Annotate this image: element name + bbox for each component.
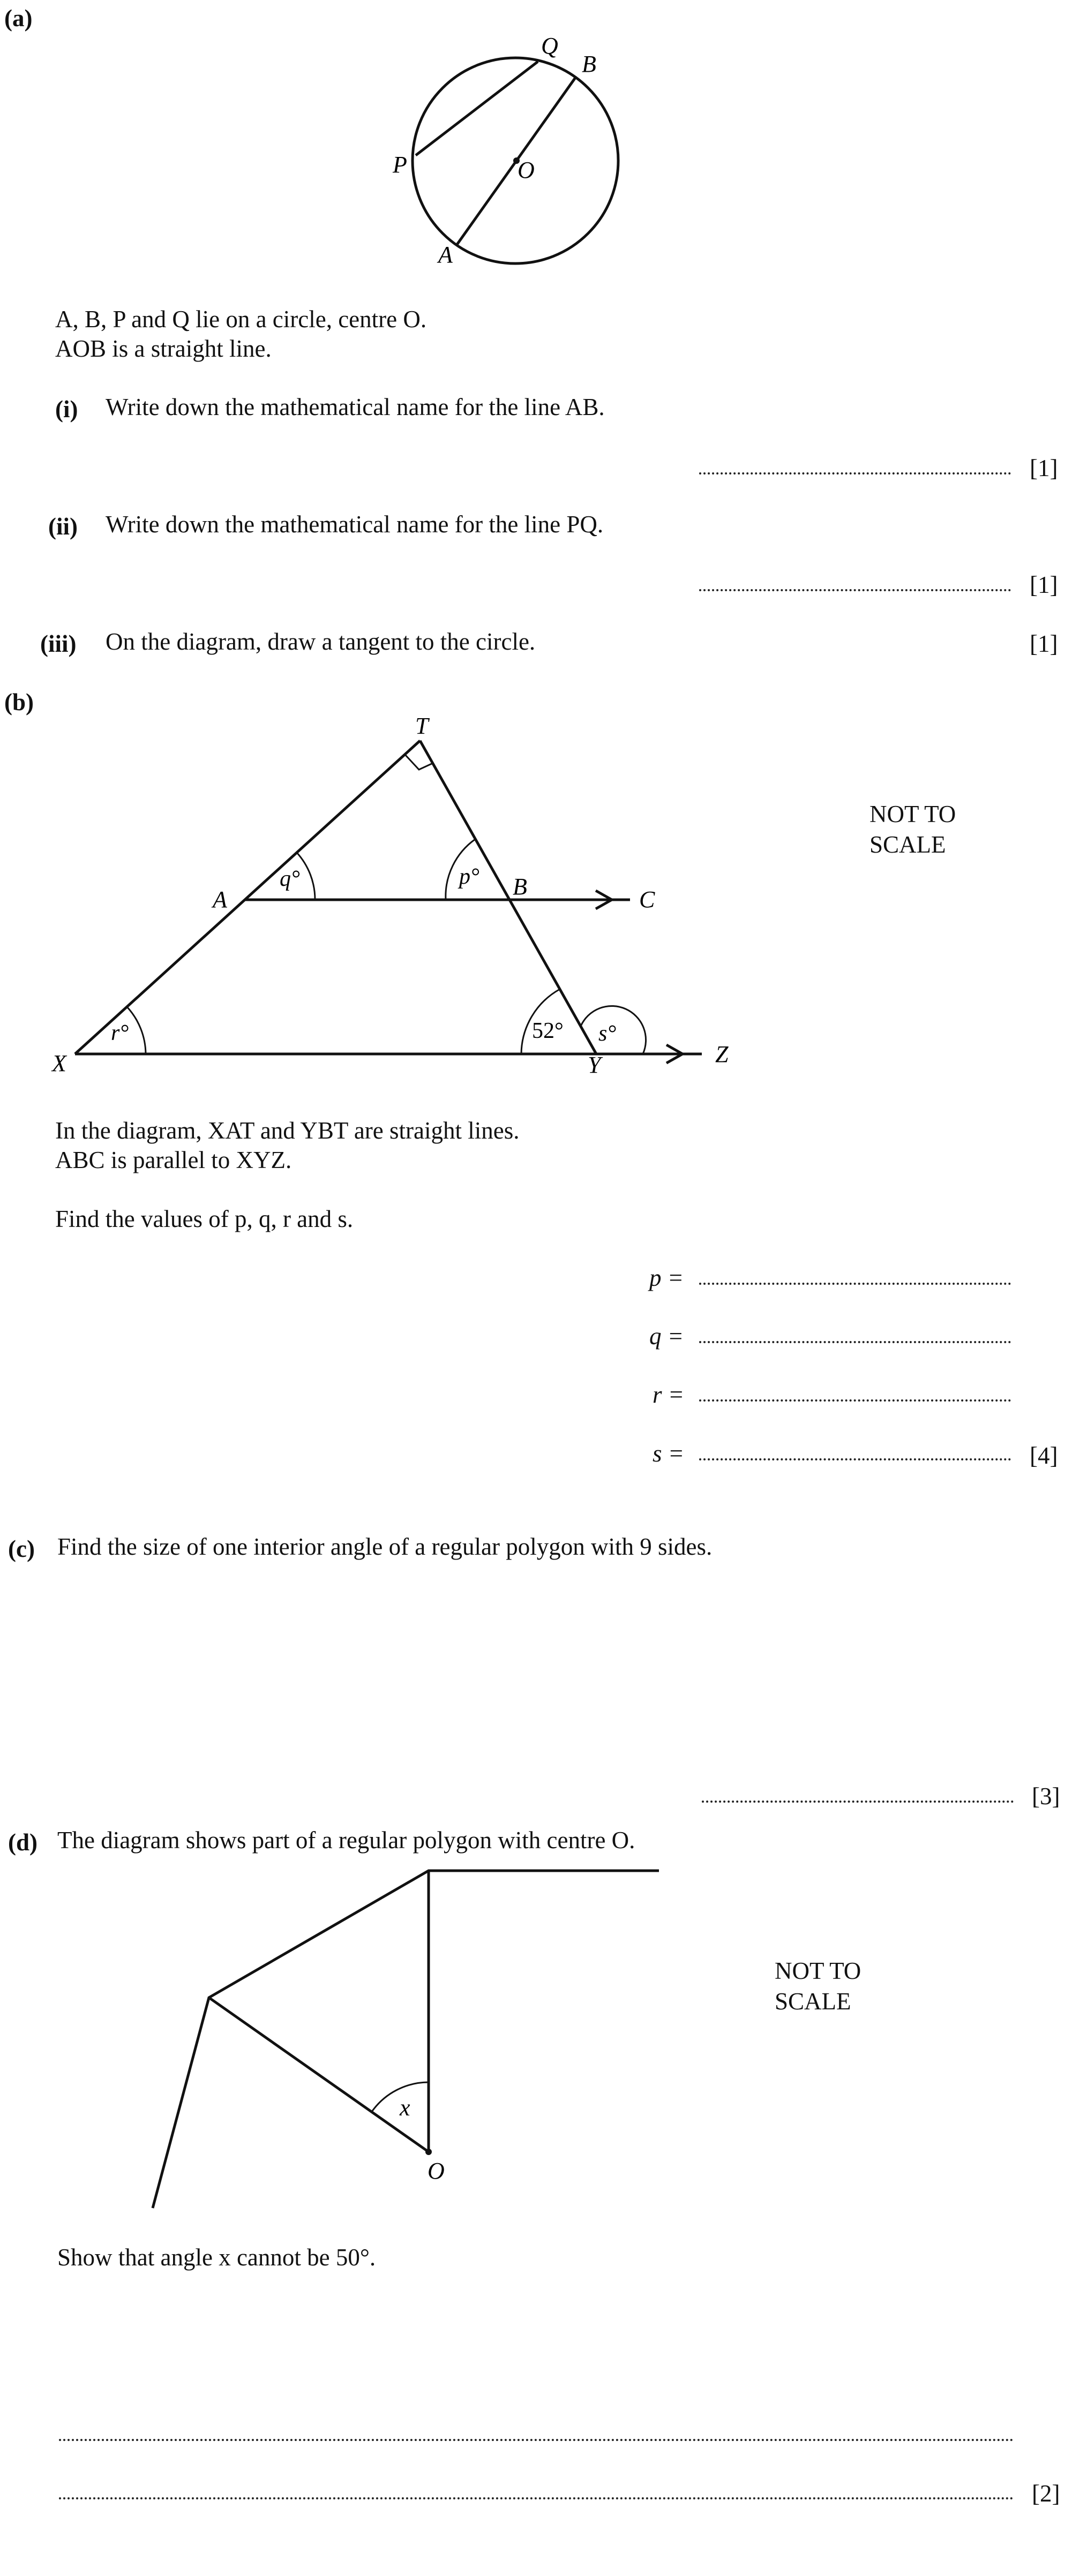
label-angle-q: q° <box>280 867 300 891</box>
part-d-text: The diagram shows part of a regular polygon with centre O. <box>57 1827 635 1854</box>
label-t: T <box>415 713 429 739</box>
label-angle-52: 52° <box>532 1019 564 1043</box>
answer-label-q: q = <box>649 1323 684 1350</box>
part-a-statement-2: AOB is a straight line. <box>55 335 272 362</box>
part-d-instruction: Show that angle x cannot be 50°. <box>57 2244 376 2271</box>
part-d-label: (d) <box>8 1829 38 1856</box>
marks-a-iii: [1] <box>1030 630 1058 657</box>
answer-label-r: r = <box>653 1381 685 1408</box>
working-line-d-2[interactable] <box>59 2497 1014 2499</box>
label-b: B <box>582 51 596 77</box>
radius-to-vertex-1 <box>209 1998 429 2152</box>
question-number-a-ii: (ii) <box>48 513 78 540</box>
label-x: X <box>52 1050 66 1076</box>
label-o: O <box>428 2158 445 2184</box>
marks-a-ii: [1] <box>1030 571 1058 598</box>
label-q: Q <box>541 33 558 59</box>
marks-a-i: [1] <box>1030 455 1058 481</box>
part-b-statement-1: In the diagram, XAT and YBT are straight lines. <box>55 1117 520 1144</box>
part-a-label: (a) <box>4 5 33 32</box>
question-a-iii-text: On the diagram, draw a tangent to the circle. <box>106 628 536 655</box>
label-angle-p: p° <box>459 864 479 889</box>
marks-d: [2] <box>1032 2480 1060 2507</box>
question-number-a-i: (i) <box>55 396 78 423</box>
label-b: B <box>513 873 527 900</box>
working-line-d-1[interactable] <box>59 2439 1014 2441</box>
not-to-scale-b-line1: NOT TO <box>869 801 956 827</box>
centre-o-point <box>425 2149 432 2155</box>
part-b-label: (b) <box>4 689 34 715</box>
label-p: P <box>393 152 407 178</box>
marks-b: [4] <box>1030 1442 1058 1469</box>
label-c: C <box>639 886 655 913</box>
polygon-edges <box>153 1871 659 2208</box>
label-a: A <box>213 886 227 913</box>
label-y: Y <box>588 1052 601 1078</box>
answer-label-s: s = <box>653 1440 685 1467</box>
label-x: x <box>400 2095 410 2121</box>
part-b-instruction: Find the values of p, q, r and s. <box>55 1206 354 1232</box>
part-c-label: (c) <box>8 1535 35 1562</box>
marks-c: [3] <box>1032 1783 1060 1810</box>
question-number-a-iii: (iii) <box>40 630 77 657</box>
part-a-statement-1: A, B, P and Q lie on a circle, centre O. <box>55 306 427 333</box>
question-a-i-text: Write down the mathematical name for the line AB. <box>106 394 605 420</box>
not-to-scale-d-line1: NOT TO <box>775 1957 861 1984</box>
label-o: O <box>518 157 535 183</box>
not-to-scale-b-line2: SCALE <box>869 831 946 858</box>
part-b-statement-2: ABC is parallel to XYZ. <box>55 1147 292 1173</box>
part-c-text: Find the size of one interior angle of a regular polygon with 9 sides. <box>57 1533 713 1560</box>
question-a-ii-text: Write down the mathematical name for the line PQ. <box>106 511 604 538</box>
not-to-scale-d-line2: SCALE <box>775 1988 851 2015</box>
label-angle-s: s° <box>598 1021 617 1046</box>
label-z: Z <box>715 1041 729 1067</box>
label-angle-r: r° <box>111 1021 129 1045</box>
answer-label-p: p = <box>649 1264 684 1291</box>
label-a: A <box>438 242 453 268</box>
